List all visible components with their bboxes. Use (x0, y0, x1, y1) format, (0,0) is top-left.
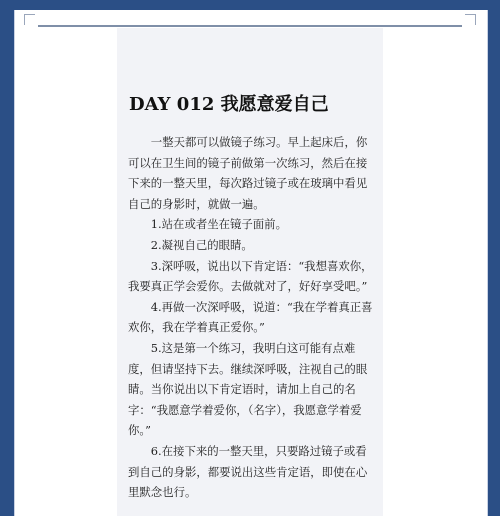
step-3: 3.深呼吸，说出以下肯定语：“我想喜欢你，我要真正学会爱你。去做就对了，好好享受吧。” (128, 258, 373, 294)
step-1: 1.站在或者坐在镜子面前。 (150, 217, 287, 232)
book-page (117, 28, 383, 516)
corner-crop-mark (465, 14, 476, 25)
intro-paragraph: 一整天都可以做镜子练习。早上起床后，你可以在卫生间的镜子前做第一次练习，然后在接下来的一整天里，每次路过镜子或在玻璃中看见自己的身影时，就做一遍。 (128, 135, 368, 211)
step-4: 4.再做一次深呼吸，说道：“我在学着真正喜欢你，我在学着真正爱你。” (128, 299, 373, 335)
body-text (128, 132, 375, 503)
step-2: 2.凝视自己的眼睛。 (150, 237, 253, 252)
step-6: 6.在接下来的一整天里，只要路过镜子或看到自己的身影，都要说出这些肯定语，即使在心里默念也行。 (128, 443, 368, 500)
page-title: DAY 012 我愿意爱自己 (129, 94, 329, 115)
top-rule (38, 25, 462, 27)
corner-crop-mark (24, 14, 35, 25)
step-5: 5.这是第一个练习，我明白这可能有点难度，但请坚持下去。继续深呼吸，注视自己的眼睛。当你说出以下肯定语时，请加上自己的名字：“我愿意学着爱你，（名字），我愿意学着爱你。” (128, 340, 368, 438)
